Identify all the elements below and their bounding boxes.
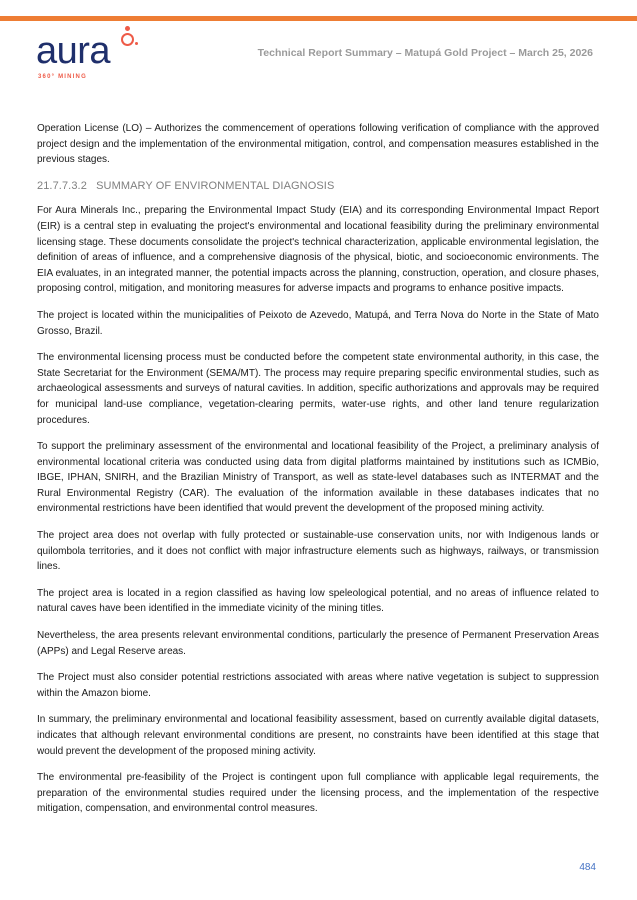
- paragraph: In summary, the preliminary environmental and locational feasibility assessment, based on currently available digital datasets, indicates that although relevant environmental conditions are present, no constraints have been identified at this stage that would prevent the development of the proposed mining activity.: [37, 714, 599, 757]
- paragraph: The Project must also consider potential restrictions associated with areas where native vegetation is subject to suppression within the Amazon biome.: [37, 672, 599, 699]
- logo-small-dot-icon: [135, 42, 138, 45]
- logo-wordmark: aura: [36, 30, 111, 72]
- paragraph: The environmental licensing process must be conducted before the competent state environmental authority, in this case, the State Secretariat for the Environment (SEMA/MT). The process may require preparing specific environmental studies, such as archaeological assessments and surveys of natural cavities. In addition, specific authorizations and approvals may be required for municipal land-use compliance, vegetation-clearing permits, water-use rights, and other land tenure regularization procedures.: [37, 352, 599, 426]
- header-accent-bar: [0, 16, 637, 21]
- paragraph: The project area is located in a region classified as having low speleological potential, and no areas of influence related to natural caves have been identified in the immediate vicinity of the mining titles.: [37, 587, 599, 615]
- section-title: SUMMARY OF ENVIRONMENTAL DIAGNOSIS: [96, 179, 335, 192]
- logo-ring-icon: [121, 33, 134, 46]
- section-number: 21.7.7.3.2: [37, 179, 87, 192]
- intro-paragraph: Operation License (LO) – Authorizes the commencement of operations following verification of compliance with the approved project design and the implementation of the environmental mitigation, control, and compensation measures established in the previous stages.: [37, 123, 599, 166]
- paragraph: The environmental pre-feasibility of the Project is contingent upon full compliance with applicable legal requirements, the preparation of the environmental studies required under the licensing process, and the implementation of the respective mitigation, compensation, and environmental control measures.: [37, 772, 599, 815]
- paragraph: For Aura Minerals Inc., preparing the Environmental Impact Study (EIA) and its corresponding Environmental Impact Report (EIR) is a central step in evaluating the project's environmental and locational feasibility during the preliminary environmental licensing stage. These documents consolidate the project's technical characterization, applicable environmental legislation, the definition of areas of influence, and a comprehensive diagnosis of the physical, biotic, and socioeconomic environments. The EIA evaluates, in an integrated manner, the potential impacts across the planning, construction, operation, and closure phases, proposing control, mitigation, and monitoring measures for adverse impacts and programs to enhance positive impacts.: [37, 205, 599, 295]
- document-header-title: Technical Report Summary – Matupá Gold Project – March 25, 2026: [257, 47, 593, 59]
- paragraph: Nevertheless, the area presents relevant environmental conditions, particularly the presence of Permanent Preservation Areas (APPs) and Legal Reserve areas.: [37, 630, 599, 657]
- logo-tagline: 360° MINING: [38, 74, 87, 80]
- paragraph: The project is located within the municipalities of Peixoto de Azevedo, Matupá, and Terra Nova do Norte in the State of Mato Grosso, Brazil.: [37, 309, 599, 337]
- document-body: [37, 121, 599, 828]
- page-number: 484: [579, 862, 596, 873]
- aura-logo: [36, 24, 146, 84]
- logo-dot-icon: [125, 26, 130, 31]
- paragraph: The project area does not overlap with fully protected or sustainable-use conservation units, nor with Indigenous lands or quilombola territories, and it does not conflict with major infrastructure elements such as highways, railways, or transmission lines.: [37, 530, 599, 573]
- paragraph: To support the preliminary assessment of the environmental and locational feasibility of the Project, a preliminary analysis of environmental locational criteria was conducted using data from digital platforms maintained by institutions such as ICMBio, IBGE, IPHAN, SNIRH, and the Brazilian Ministry of Transport, as well as state-level databases such as INTERMAT and the Rural Environmental Registry (CAR). The evaluation of the information available in these databases indicates that no environmental restrictions have been identified that would prevent the development of the proposed mining activity.: [37, 441, 599, 515]
- section-heading: [37, 179, 599, 195]
